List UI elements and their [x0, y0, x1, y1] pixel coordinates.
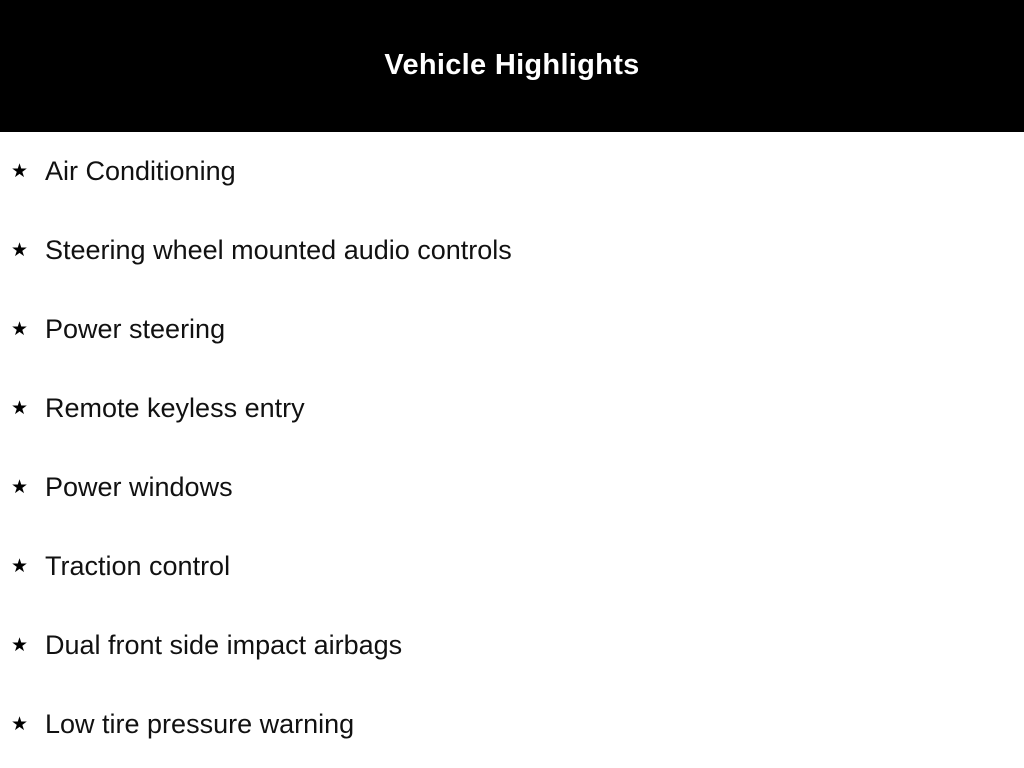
list-item [0, 393, 1024, 472]
page-title: Vehicle Highlights [384, 48, 640, 81]
star-icon: ★ [11, 476, 29, 498]
list-item [0, 156, 1024, 235]
list-item [0, 472, 1024, 551]
star-icon: ★ [11, 318, 29, 340]
feature-label: Low tire pressure warning [45, 709, 355, 739]
star-icon: ★ [11, 160, 29, 182]
header-banner [0, 0, 1024, 132]
feature-label: Dual front side impact airbags [45, 630, 403, 660]
star-icon: ★ [11, 239, 29, 261]
star-icon: ★ [11, 634, 29, 656]
list-item [0, 235, 1024, 314]
list-item [0, 551, 1024, 630]
feature-label: Air Conditioning [45, 156, 236, 186]
feature-label: Steering wheel mounted audio controls [45, 235, 512, 265]
star-icon: ★ [11, 397, 29, 419]
feature-list [0, 156, 1024, 768]
feature-label: Power windows [45, 472, 233, 502]
star-icon: ★ [11, 713, 29, 735]
list-item [0, 630, 1024, 709]
list-item [0, 314, 1024, 393]
feature-label: Traction control [45, 551, 231, 581]
feature-label: Power steering [45, 314, 226, 344]
star-icon: ★ [11, 555, 29, 577]
feature-label: Remote keyless entry [45, 393, 305, 423]
list-item [0, 709, 1024, 768]
